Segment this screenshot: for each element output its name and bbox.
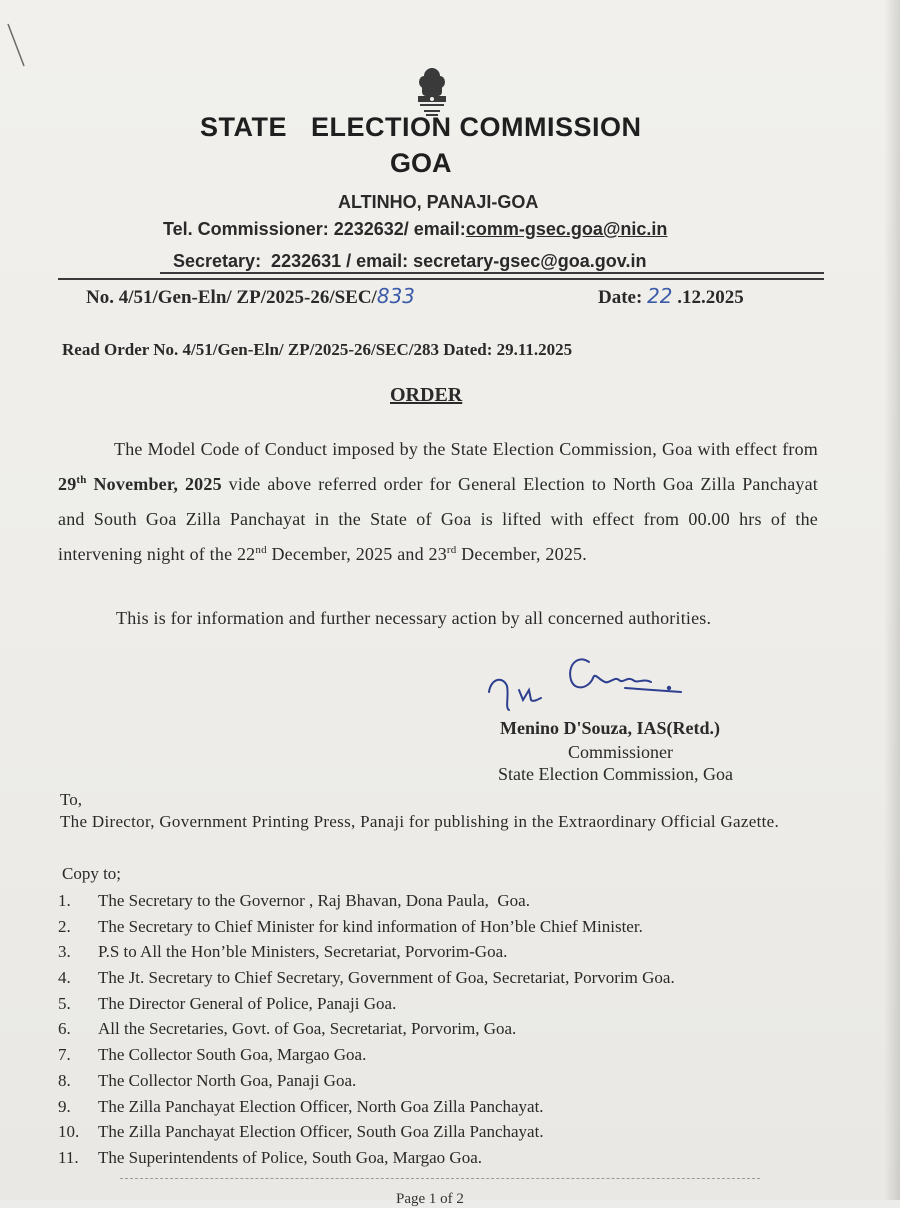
- list-item: 1. The Secretary to the Governor , Raj Bhavan, Dona Paula, Goa.: [58, 891, 530, 910]
- signatory-department: State Election Commission, Goa: [498, 764, 733, 784]
- to-label: To,: [60, 790, 82, 809]
- order-heading: ORDER: [390, 384, 463, 406]
- list-item: 4. The Jt. Secretary to Chief Secretary, Government of Goa, Secretariat, Porvorim Goa.: [58, 968, 675, 988]
- copy-to-label: Copy to;: [62, 864, 122, 883]
- commission-address: ALTINHO, PANAJI-GOA: [338, 192, 539, 212]
- commissioner-email-link[interactable]: comm-gsec.goa@nic.in: [465, 219, 668, 239]
- header-rule-1: [160, 272, 824, 274]
- commissioner-contact: Tel. Commissioner: 2232632/ email:comm-gsec.goa@nic.in: [163, 219, 668, 239]
- order-date: Date: 22 .12.2025: [598, 284, 744, 308]
- handwritten-number: 833: [376, 284, 416, 308]
- commission-title: STATE ELECTION COMMISSION: [200, 112, 642, 142]
- list-item: 5. The Director General of Police, Panaji Goa.: [58, 993, 397, 1013]
- handwritten-day: 22: [647, 284, 673, 308]
- pencil-mark: [6, 22, 28, 70]
- footer-divider: [120, 1178, 760, 1179]
- order-number: No. 4/51/Gen-Eln/ ZP/2025-26/SEC/833: [86, 284, 416, 308]
- page-number: Page 1 of 2: [396, 1191, 464, 1207]
- commission-state: GOA: [390, 148, 452, 178]
- signatory-designation: Commissioner: [568, 742, 674, 762]
- list-item: 2. The Secretary to Chief Minister for kind information of Hon’ble Chief Minister.: [58, 916, 643, 936]
- list-item: 11. The Superintendents of Police, South Goa, Margao Goa.: [58, 1147, 483, 1167]
- effective-date: 29th November, 2025: [58, 474, 222, 494]
- list-item: 7. The Collector South Goa, Margao Goa.: [58, 1045, 367, 1065]
- signatory-name: Menino D'Souza, IAS(Retd.): [500, 718, 721, 738]
- list-item: 6. All the Secretaries, Govt. of Goa, Secretariat, Porvorim, Goa.: [58, 1019, 517, 1039]
- header-rule-2: [58, 278, 824, 280]
- list-item: 9. The Zilla Panchayat Election Officer, North Goa Zilla Panchayat.: [58, 1096, 544, 1116]
- secretary-contact: Secretary: 2232631 / email: secretary-gsec@goa.gov.in: [173, 251, 647, 271]
- order-body: The Model Code of Conduct imposed by the State Election Commission, Goa with effect from 29th November, 2025 vide above referred order for General Election to North Goa Zilla Panchayat and South Goa Zilla Panchayat in the State of Goa is lifted with effect from 00.00 hrs of the intervening night of the 22nd December, 2025 and 23rd December, 2025.: [58, 439, 818, 564]
- order-info-line: This is for information and further necessary action by all concerned authorities.: [116, 608, 712, 628]
- addressee: The Director, Government Printing Press, Panaji for publishing in the Extraordinary Official Gazette.: [60, 812, 780, 831]
- read-order-reference: Read Order No. 4/51/Gen-Eln/ ZP/2025-26/SEC/283 Dated: 29.11.2025: [62, 340, 573, 359]
- signature-mark: [485, 640, 685, 720]
- list-item: 10. The Zilla Panchayat Election Officer, South Goa Zilla Panchayat.: [58, 1122, 544, 1142]
- copy-to-list: [58, 888, 675, 1171]
- list-item: 3. P.S to All the Hon’ble Ministers, Secretariat, Porvorim-Goa.: [58, 942, 508, 962]
- page-edge-shadow: [884, 0, 900, 1200]
- list-item: 8. The Collector North Goa, Panaji Goa.: [58, 1070, 357, 1090]
